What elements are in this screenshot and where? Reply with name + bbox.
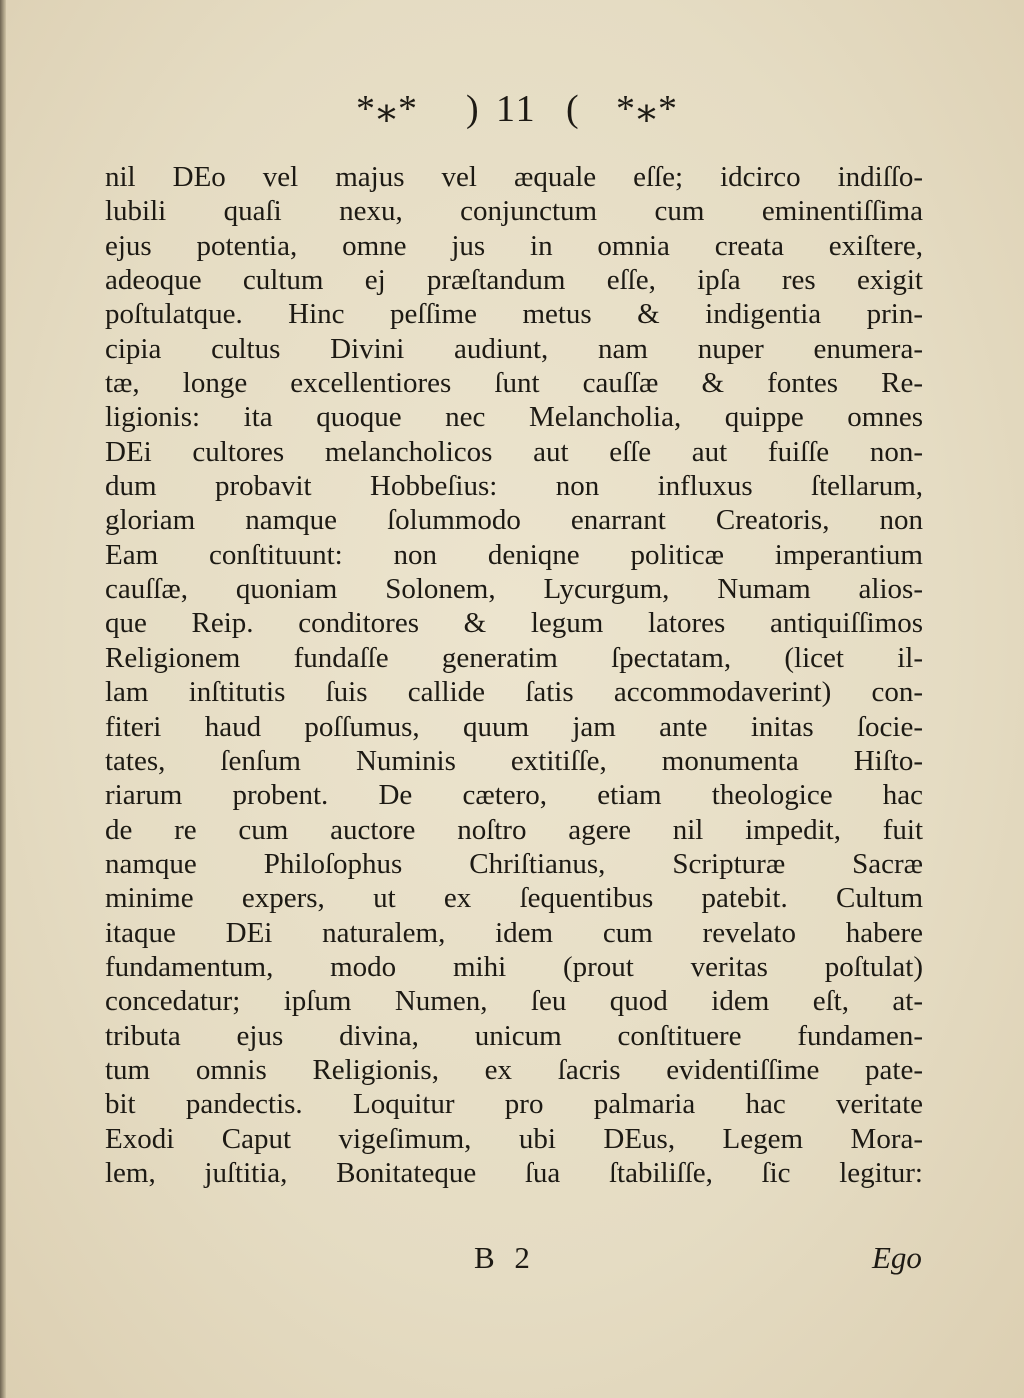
text-line: Religionem fundaſſe generatim ſpectatam, (licet il-: [105, 641, 923, 674]
text-line: itaque DEi naturalem, idem cum revelato habere: [105, 916, 923, 949]
page-number: 11: [496, 88, 537, 130]
catchword: Ego: [872, 1240, 922, 1275]
text-line: Exodi Caput vigeſimum, ubi DEus, Legem Mora-: [105, 1122, 923, 1155]
text-line: dum probavit Hobbeſius: non influxus ſtellarum,: [105, 470, 923, 503]
text-line: ejus potentia, omne jus in omnia creata exiſtere,: [105, 229, 923, 262]
text-line: de re cum auctore noſtro agere nil impedit, fuit: [105, 813, 923, 846]
header-paren-left: ): [466, 88, 481, 130]
page-footer: [0, 1236, 1024, 1280]
text-line: adeoque cultum ej præſtandum eſſe, ipſa res exigit: [105, 264, 923, 297]
text-line: que Reip. conditores & legum latores antiquiſſimos: [105, 607, 923, 640]
text-line: gloriam namque ſolummodo enarrant Creatoris, non: [105, 504, 923, 537]
text-line: tæ, longe excellentiores ſunt cauſſæ & fontes Re-: [105, 367, 923, 400]
text-line: tum omnis Religionis, ex ſacris evidentiſſime pate-: [105, 1053, 923, 1086]
text-line: lubili quaſi nexu, conjunctum cum eminentiſſima: [105, 195, 923, 228]
signature-mark: B 2: [474, 1240, 536, 1275]
text-line: lam inſtitutis ſuis callide ſatis accommodaverint) con-: [105, 676, 923, 709]
text-line: ligionis: ita quoque nec Melancholia, quippe omnes: [105, 401, 923, 434]
text-line: tates, ſenſum Numinis extitiſſe, monumenta Hiſto-: [105, 744, 923, 777]
text-line: Eam conſtituunt: non deniqne politicæ imperantium: [105, 538, 923, 571]
text-line: concedatur; ipſum Numen, ſeu quod idem eſt, at-: [105, 985, 923, 1018]
text-line: bit pandectis. Loquitur pro palmaria hac veritate: [105, 1088, 923, 1121]
header-paren-right: (: [566, 88, 581, 130]
text-line: fundamentum, modo mihi (prout veritas poſtulat): [105, 950, 923, 983]
header-ornament-right: *⁎*: [616, 88, 679, 130]
text-line: minime expers, ut ex ſequentibus patebit. Cultum: [105, 882, 923, 915]
text-line: tributa ejus divina, unicum conſtituere fundamen-: [105, 1019, 923, 1052]
text-line: nil DEo vel majus vel æquale eſſe; idcirco indiſſo-: [105, 161, 923, 193]
text-line: DEi cultores melancholicos aut eſſe aut fuiſſe non-: [105, 435, 923, 468]
text-line: cipia cultus Divini audiunt, nam nuper enumera-: [105, 332, 923, 365]
page-gutter-shadow: [0, 0, 6, 1398]
text-line: fiteri haud poſſumus, quum jam ante initas ſocie-: [105, 710, 923, 743]
text-line: poſtulatque. Hinc peſſime metus & indigentia prin-: [105, 298, 923, 331]
body-text: [105, 160, 923, 1190]
text-line: cauſſæ, quoniam Solonem, Lycurgum, Numam alios-: [105, 573, 923, 606]
text-line: riarum probent. De cætero, etiam theologice hac: [105, 779, 923, 812]
text-line: lem, juſtitia, Bonitateque ſua ſtabiliſſe, ſic legitur:: [105, 1156, 923, 1189]
running-header: [0, 86, 1024, 132]
text-line: namque Philoſophus Chriſtianus, Scripturæ Sacræ: [105, 847, 923, 880]
header-ornament-left: *⁎*: [356, 88, 419, 130]
